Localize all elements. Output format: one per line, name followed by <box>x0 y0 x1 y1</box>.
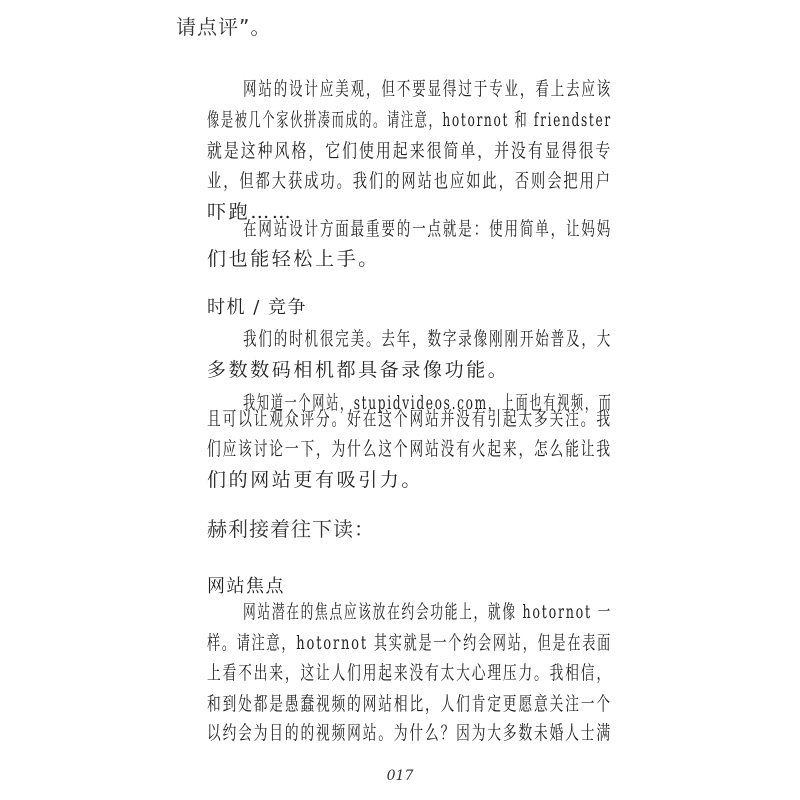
text-line: 们应该讨论一下，为什么这个网站没有火起来，怎么能让我 <box>207 438 612 460</box>
text-line: 们的网站更有吸引力。 <box>207 469 424 491</box>
text-line: 我们的时机很完美。去年，数字录像刚刚开始普及，大 <box>243 328 613 350</box>
section-heading: 时机 / 竞争 <box>207 297 308 318</box>
text-line: 以约会为目的的视频网站。为什么？因为大多数未婚人士满 <box>207 722 612 744</box>
text-line: 像是被几个家伙拼凑而成的。请注意，hotornot 和 friendster <box>207 109 612 131</box>
text-line: 业，但都大获成功。我们的网站也应如此，否则会把用户 <box>207 170 613 192</box>
text-line: 在网站设计方面最重要的一点就是：使用简单，让妈妈 <box>243 218 613 240</box>
text-line: 且可以让观众评分。好在这个网站并没有引起太多关注。我 <box>207 408 612 430</box>
text-line: 网站的设计应美观，但不要显得过于专业，看上去应该 <box>243 78 613 100</box>
text-line: 吓跑…… <box>207 201 294 223</box>
text-line: 请点评”。 <box>176 15 272 39</box>
text-line: 网站潜在的焦点应该放在约会功能上，就像 hotornot 一 <box>243 601 613 623</box>
section-heading: 网站焦点 <box>207 576 285 597</box>
text-line: 和到处都是愚蠢视频的网站相比，人们肯定更愿意关注一个 <box>207 693 612 715</box>
text-line: 们也能轻松上手。 <box>207 248 380 270</box>
text-line: 我知道一个网站，stupidvideos.com，上面也有视频，而 <box>243 392 613 414</box>
text-line: 上看不出来，这让人们用起来没有太大心理压力。我相信， <box>207 662 612 684</box>
text-line: 多数数码相机都具备录像功能。 <box>207 359 510 381</box>
page-number: 017 <box>386 768 414 784</box>
text-line: 样。请注意，hotornot 其实就是一个约会网站，但是在表面 <box>207 632 612 654</box>
text-line: 就是这种风格，它们使用起来很简单，并没有显得很专 <box>207 140 613 162</box>
narration-line: 赫利接着往下读： <box>207 517 375 541</box>
